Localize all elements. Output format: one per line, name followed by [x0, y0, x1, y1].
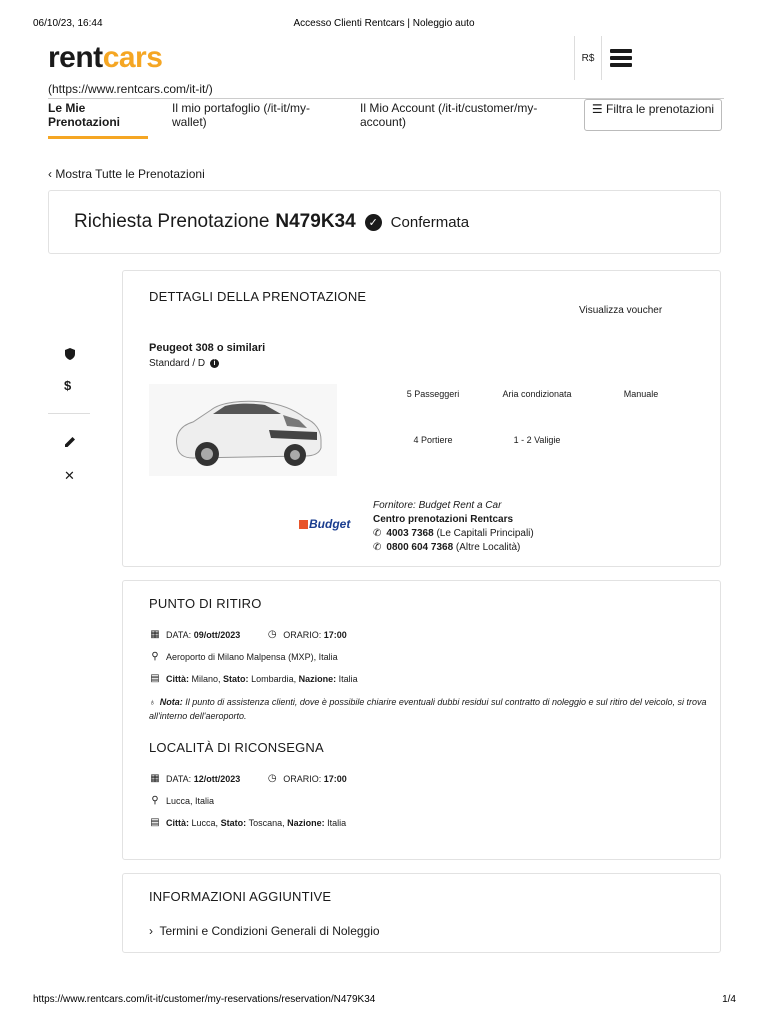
tab-my-reservations[interactable]: Le Mie Prenotazioni [48, 101, 121, 129]
reservation-code: N479K34 [275, 211, 356, 232]
filter-label: Filtra le prenotazioni [606, 102, 715, 116]
calendar-icon: ▦ [150, 773, 160, 784]
filter-reservations-button[interactable] [584, 99, 722, 131]
additional-info-card [122, 873, 721, 953]
phone-icon: ✆ [373, 542, 382, 553]
phone-icon: ✆ [373, 528, 382, 539]
building-icon: ▤ [150, 817, 160, 828]
phone-number-1[interactable]: 4003 7368 [386, 528, 434, 539]
tab-my-account[interactable]: Il Mio Account (/it-it/customer/my-account) [360, 101, 538, 129]
car-name: Peugeot 308 o similari [149, 342, 266, 354]
view-voucher-link[interactable]: Visualizza voucher [579, 305, 663, 316]
phone-note-2: (Altre Località) [455, 542, 521, 553]
calendar-icon: ▦ [150, 629, 160, 640]
booking-center-label: Centro prenotazioni Rentcars [373, 514, 514, 525]
show-all-reservations-link[interactable]: ‹ Mostra Tutte le Prenotazioni [48, 167, 205, 181]
reservation-status: Confermata [390, 213, 470, 231]
rentcars-logo[interactable] [48, 40, 162, 76]
pickup-city: Milano, [191, 673, 221, 684]
pickup-section-title: PUNTO DI RITIRO [149, 596, 262, 611]
phone-line-2 [373, 541, 534, 555]
pencil-icon[interactable] [65, 436, 76, 447]
close-icon[interactable]: ✕ [64, 468, 75, 483]
pickup-time-label: ORARIO: [283, 629, 322, 640]
supplier-info [373, 499, 534, 555]
print-page-number: 1/4 [722, 994, 736, 1005]
location-pin-icon: ⚲ [151, 795, 159, 806]
location-pin-icon: ⚲ [151, 651, 159, 662]
note-label: Nota: [159, 697, 183, 707]
pickup-date-label: DATA: [166, 629, 192, 640]
pickup-dropoff-card [122, 580, 721, 860]
dropoff-time: 17:00 [323, 773, 347, 784]
pickup-time: 17:00 [323, 629, 347, 640]
budget-logo-text: Budget [309, 517, 351, 531]
tab-my-wallet[interactable]: Il mio portafoglio (/it-it/my-wallet) [172, 101, 311, 129]
dropoff-country-label: Nazione: [287, 817, 325, 828]
pickup-datetime [149, 629, 347, 640]
active-tab-indicator [48, 136, 148, 139]
terms-conditions-link[interactable] [149, 924, 380, 938]
shield-icon[interactable] [65, 348, 75, 360]
filter-sliders-icon: ☰ [591, 102, 603, 116]
dropoff-section-title: LOCALITÀ DI RICONSEGNA [149, 740, 324, 755]
lightbulb-icon: ♁ [149, 697, 156, 707]
details-section-title: DETTAGLI DELLA PRENOTAZIONE [149, 289, 367, 304]
note-text: Il punto di assistenza clienti, dove è possibile chiarire eventuali dubbi residui sul contratto di noleggio e sul ritiro del veicolo, si trova all'interno dell'aeroporto. [149, 697, 707, 721]
reservation-title: Richiesta Prenotazione [74, 211, 270, 232]
print-datetime: 06/10/23, 16:44 [33, 18, 103, 29]
clock-icon: ◷ [267, 773, 277, 784]
logo-text-rent: rent [48, 41, 103, 74]
dropoff-state-label: Stato: [220, 817, 247, 828]
budget-logo [299, 517, 350, 531]
car-illustration [149, 384, 337, 476]
dollar-icon[interactable]: $ [64, 378, 72, 393]
dropoff-city: Lucca, [191, 817, 219, 828]
dropoff-date: 12/ott/2023 [193, 773, 241, 784]
dropoff-location [149, 795, 214, 806]
dropoff-time-label: ORARIO: [283, 773, 322, 784]
print-url: https://www.rentcars.com/it-it/customer/my-reservations/reservation/N479K34 [33, 994, 376, 1005]
terms-link-text: Termini e Condizioni Generali di Noleggio [159, 924, 380, 938]
feature-bags: 1 - 2 Valigie [513, 435, 561, 445]
supplier-label: Fornitore: Budget Rent a Car [373, 500, 502, 511]
pickup-city-label: Città: [166, 673, 189, 684]
dropoff-country: Italia [327, 817, 347, 828]
pickup-country: Italia [338, 673, 358, 684]
phone-line-1 [373, 527, 534, 541]
pickup-city-details [149, 673, 358, 684]
reservations-nav [48, 98, 724, 138]
car-class-text: Standard / D [149, 358, 206, 369]
building-icon: ▤ [150, 673, 160, 684]
logo-url[interactable]: (https://www.rentcars.com/it-it/) [48, 82, 213, 96]
reservation-title-card [48, 190, 721, 254]
pickup-note [149, 695, 709, 723]
dropoff-city-details [149, 817, 346, 828]
additional-info-title: INFORMAZIONI AGGIUNTIVE [149, 889, 332, 904]
budget-flag-icon [299, 520, 308, 529]
currency-selector[interactable]: R$ [574, 36, 602, 80]
feature-passengers: 5 Passeggeri [406, 389, 460, 399]
chevron-right-icon: › [149, 924, 153, 938]
hamburger-menu-icon[interactable] [610, 49, 632, 67]
phone-number-2[interactable]: 0800 604 7368 [386, 542, 454, 553]
pickup-state-label: Stato: [223, 673, 249, 684]
pickup-state: Lombardia, [251, 673, 297, 684]
feature-air-conditioning: Aria condizionata [502, 389, 572, 399]
dropoff-city-label: Città: [166, 817, 189, 828]
clock-icon: ◷ [267, 629, 277, 640]
car-image [149, 384, 337, 476]
reservation-details-card [122, 270, 721, 567]
pickup-location-text: Aeroporto di Milano Malpensa (MXP), Italia [166, 651, 338, 662]
dropoff-state: Toscana, [248, 817, 285, 828]
dropoff-location-text: Lucca, Italia [166, 795, 215, 806]
phone-note-1: (Le Capitali Principali) [436, 528, 534, 539]
confirmed-check-icon: ✓ [365, 214, 382, 231]
feature-doors: 4 Portiere [413, 435, 453, 445]
info-icon[interactable]: i [210, 359, 219, 368]
feature-transmission: Manuale [623, 389, 659, 399]
logo-text-cars: cars [102, 41, 163, 74]
side-divider [48, 413, 90, 414]
dropoff-date-label: DATA: [166, 773, 192, 784]
pickup-location [149, 651, 338, 662]
car-class [149, 358, 219, 369]
print-page-title: Accesso Clienti Rentcars | Noleggio auto [293, 18, 475, 29]
pickup-country-label: Nazione: [298, 673, 337, 684]
pickup-date: 09/ott/2023 [193, 629, 241, 640]
dropoff-datetime [149, 773, 347, 784]
